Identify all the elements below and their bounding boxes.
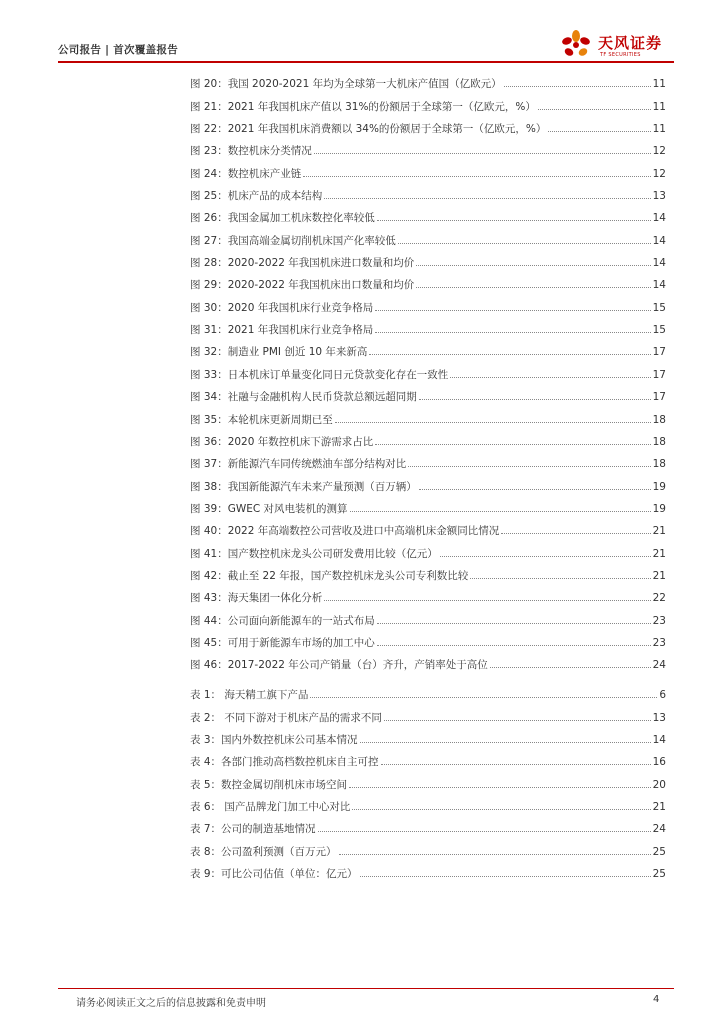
toc-entry-label: 图 26：我国金属加工机床数控化率较低 [190,212,375,225]
toc-entry-label: 图 43：海天集团一体化分析 [190,592,323,605]
toc-entry[interactable] [190,248,666,270]
toc-entry-label: 表 3：国内外数控机床公司基本情况 [190,734,358,747]
toc-entry-page: 11 [652,100,666,113]
toc-leader-dots [339,854,651,855]
toc-entry-page: 21 [652,801,666,814]
toc-leader-dots [314,153,651,154]
toc-entry[interactable] [190,747,666,769]
toc-entry-label: 图 36：2020 年数控机床下游需求占比 [190,435,374,448]
toc-leader-dots [303,176,650,177]
toc-entry[interactable] [190,471,666,493]
toc-entry-page: 11 [652,123,666,136]
toc-leader-dots [324,600,650,601]
page-header [58,28,674,64]
toc-entry[interactable] [190,203,666,225]
toc-entry[interactable] [190,158,666,180]
page-number: 4 [653,994,660,1005]
header-divider [58,61,674,63]
logo-english-text: TF SECURITIES [600,52,641,58]
toc-leader-dots [398,243,651,244]
toc-entry[interactable] [190,769,666,791]
toc-entry-page: 14 [652,279,666,292]
toc-leader-dots [501,533,650,534]
toc-entry-label: 图 38：我国新能源汽车未来产量预测（百万辆） [190,480,417,493]
toc-leader-dots [450,377,650,378]
toc-entry-label: 表 4：各部门推动高档数控机床自主可控 [190,756,379,769]
toc-entry-label: 表 7：公司的制造基地情况 [190,823,316,836]
toc-entry-label: 图 28：2020-2022 年我国机床进口数量和均价 [190,257,415,270]
toc-entry-page: 17 [652,391,666,404]
toc-leader-dots [381,764,651,765]
toc-entry-page: 11 [652,78,666,91]
toc-leader-dots [350,511,651,512]
toc-leader-dots [369,354,650,355]
toc-leader-dots [504,86,651,87]
toc-entry[interactable] [190,583,666,605]
toc-entry-page: 17 [652,346,666,359]
toc-entry[interactable] [190,650,666,672]
toc-leader-dots [377,645,651,646]
toc-entry[interactable] [190,315,666,337]
toc-entry-page: 12 [652,145,666,158]
toc-entry[interactable] [190,270,666,292]
toc-entry[interactable] [190,359,666,381]
toc-entry[interactable] [190,516,666,538]
toc-leader-dots [408,466,650,467]
toc-entry-page: 18 [652,458,666,471]
toc-leader-dots [375,332,650,333]
toc-entry-page: 19 [652,502,666,515]
toc-entry-label: 图 34：社融与金融机构人民币贷款总额远超同期 [190,391,417,404]
toc-entry-label: 表 9：可比公司估值（单位：亿元） [190,868,358,881]
toc-entry[interactable] [190,136,666,158]
toc-leader-dots [470,578,650,579]
toc-entry-label: 图 22：2021 年我国机床消费额以 34%的份额居于全球第一（亿欧元，%） [190,123,547,136]
toc-entry[interactable] [190,449,666,471]
toc-entry-label: 表 1： 海天精工旗下产品 [190,689,309,702]
toc-entry[interactable] [190,859,666,881]
toc-entry-label: 图 46：2017-2022 年公司产销量（台）齐升，产销率处于高位 [190,659,488,672]
toc-entry-page: 13 [652,190,666,203]
toc-entry-label: 图 33：日本机床订单量变化同日元贷款变化存在一致性 [190,368,449,381]
toc-entry-page: 25 [652,868,666,881]
toc-entry-page: 15 [652,301,666,314]
toc-entry-page: 24 [652,659,666,672]
toc-entry-label: 图 41：国产数控机床龙头公司研发费用比较（亿元） [190,547,438,560]
toc-leader-dots [360,742,651,743]
toc-entry-page: 13 [652,711,666,724]
toc-entry-page: 12 [652,167,666,180]
toc-entry-page: 14 [652,257,666,270]
toc-entry-label: 图 23：数控机床分类情况 [190,145,312,158]
toc-entry[interactable] [190,382,666,404]
toc-entry-page: 17 [652,368,666,381]
toc-entry[interactable] [190,628,666,650]
toc-entry-page: 19 [652,480,666,493]
toc-entry-page: 22 [652,592,666,605]
toc-entry-label: 图 45：可用于新能源车市场的加工中心 [190,636,375,649]
toc-entry-page: 25 [652,845,666,858]
toc-leader-dots [352,809,650,810]
toc-entry[interactable] [190,225,666,247]
toc-entry-page: 20 [652,778,666,791]
toc-entry-label: 图 29：2020-2022 年我国机床出口数量和均价 [190,279,415,292]
footer-divider [58,988,674,989]
toc-entry-page: 18 [652,435,666,448]
toc-entry-label: 图 37：新能源汽车同传统燃油车部分结构对比 [190,458,407,471]
toc-leader-dots [377,220,651,221]
toc-leader-dots [440,556,651,557]
toc-entry[interactable] [190,91,666,113]
toc-entry[interactable] [190,836,666,858]
toc-entry-page: 16 [652,756,666,769]
toc-leader-dots [310,697,657,698]
toc-entry-page: 21 [652,569,666,582]
toc-entry-label: 图 32：制造业 PMI 创近 10 年来新高 [190,346,368,359]
toc-leader-dots [419,399,651,400]
toc-entry-label: 表 5：数控金属切削机床市场空间 [190,778,348,791]
toc-entry-label: 图 21：2021 年我国机床产值以 31%的份额居于全球第一（亿欧元，%） [190,100,536,113]
toc-entry[interactable] [190,561,666,583]
toc-entry[interactable] [190,538,666,560]
report-type-title: 公司报告 | 首次覆盖报告 [58,44,179,56]
toc-entry[interactable] [190,725,666,747]
toc-entry-label: 图 44：公司面向新能源车的一站式布局 [190,614,375,627]
toc-entry[interactable] [190,114,666,136]
toc-leader-dots [324,198,650,199]
toc-entry-label: 图 24：数控机床产业链 [190,167,302,180]
toc-entry-page: 6 [659,689,666,702]
toc-entry-page: 14 [652,212,666,225]
toc-entry-label: 图 39：GWEC 对风电装机的测算 [190,502,348,515]
toc-entry[interactable] [190,792,666,814]
toc-entry[interactable] [190,69,666,91]
toc-leader-dots [384,720,651,721]
toc-entry-label: 表 2： 不同下游对于机床产品的需求不同 [190,711,382,724]
toc-entry[interactable] [190,292,666,314]
toc-entry-page: 18 [652,413,666,426]
toc-leader-dots [538,109,651,110]
toc-entry-label: 图 42：截止至 22 年报，国产数控机床龙头公司专利数比较 [190,569,469,582]
toc-entry[interactable] [190,814,666,836]
toc-entry-page: 21 [652,547,666,560]
logo-chinese-text: 天风证券 [598,34,663,52]
toc-entry-page: 14 [652,734,666,747]
toc-entry[interactable] [190,605,666,627]
toc-entry-label: 图 40：2022 年高端数控公司营收及进口中高端机床金额同比情况 [190,525,500,538]
toc-entry-page: 15 [652,324,666,337]
toc-entry-page: 21 [652,525,666,538]
toc-entry[interactable] [190,337,666,359]
toc-entry-label: 图 35：本轮机床更新周期已至 [190,413,333,426]
toc-leader-dots [490,667,651,668]
toc-leader-dots [349,787,651,788]
toc-entry[interactable] [190,181,666,203]
tables-toc [190,680,666,881]
toc-entry[interactable] [190,404,666,426]
toc-entry-label: 图 25：机床产品的成本结构 [190,190,323,203]
toc-leader-dots [360,876,651,877]
company-logo [558,28,670,62]
toc-entry-label: 图 20：我国 2020-2021 年均为全球第一大机床产值国（亿欧元） [190,78,502,91]
toc-entry[interactable] [190,427,666,449]
toc-leader-dots [419,489,651,490]
flower-logo-icon [558,28,594,62]
toc-entry-label: 表 6： 国产品牌龙门加工中心对比 [190,801,351,814]
toc-leader-dots [375,444,650,445]
toc-leader-dots [548,131,650,132]
footer-disclaimer: 请务必阅读正文之后的信息披露和免责申明 [76,998,266,1009]
toc-leader-dots [335,422,651,423]
toc-entry-page: 14 [652,234,666,247]
toc-entry-page: 23 [652,636,666,649]
toc-entry-label: 图 27：我国高端金属切削机床国产化率较低 [190,234,396,247]
toc-leader-dots [377,623,651,624]
figures-toc [190,69,666,672]
toc-leader-dots [375,310,650,311]
toc-entry-label: 表 8：公司盈利预测（百万元） [190,845,337,858]
toc-entry[interactable] [190,702,666,724]
toc-entry-page: 23 [652,614,666,627]
toc-leader-dots [318,831,651,832]
toc-entry-page: 24 [652,823,666,836]
toc-leader-dots [416,287,650,288]
toc-entry-label: 图 31：2021 年我国机床行业竞争格局 [190,324,374,337]
toc-entry[interactable] [190,680,666,702]
toc-entry-label: 图 30：2020 年我国机床行业竞争格局 [190,301,374,314]
toc-entry[interactable] [190,494,666,516]
toc-leader-dots [416,265,650,266]
